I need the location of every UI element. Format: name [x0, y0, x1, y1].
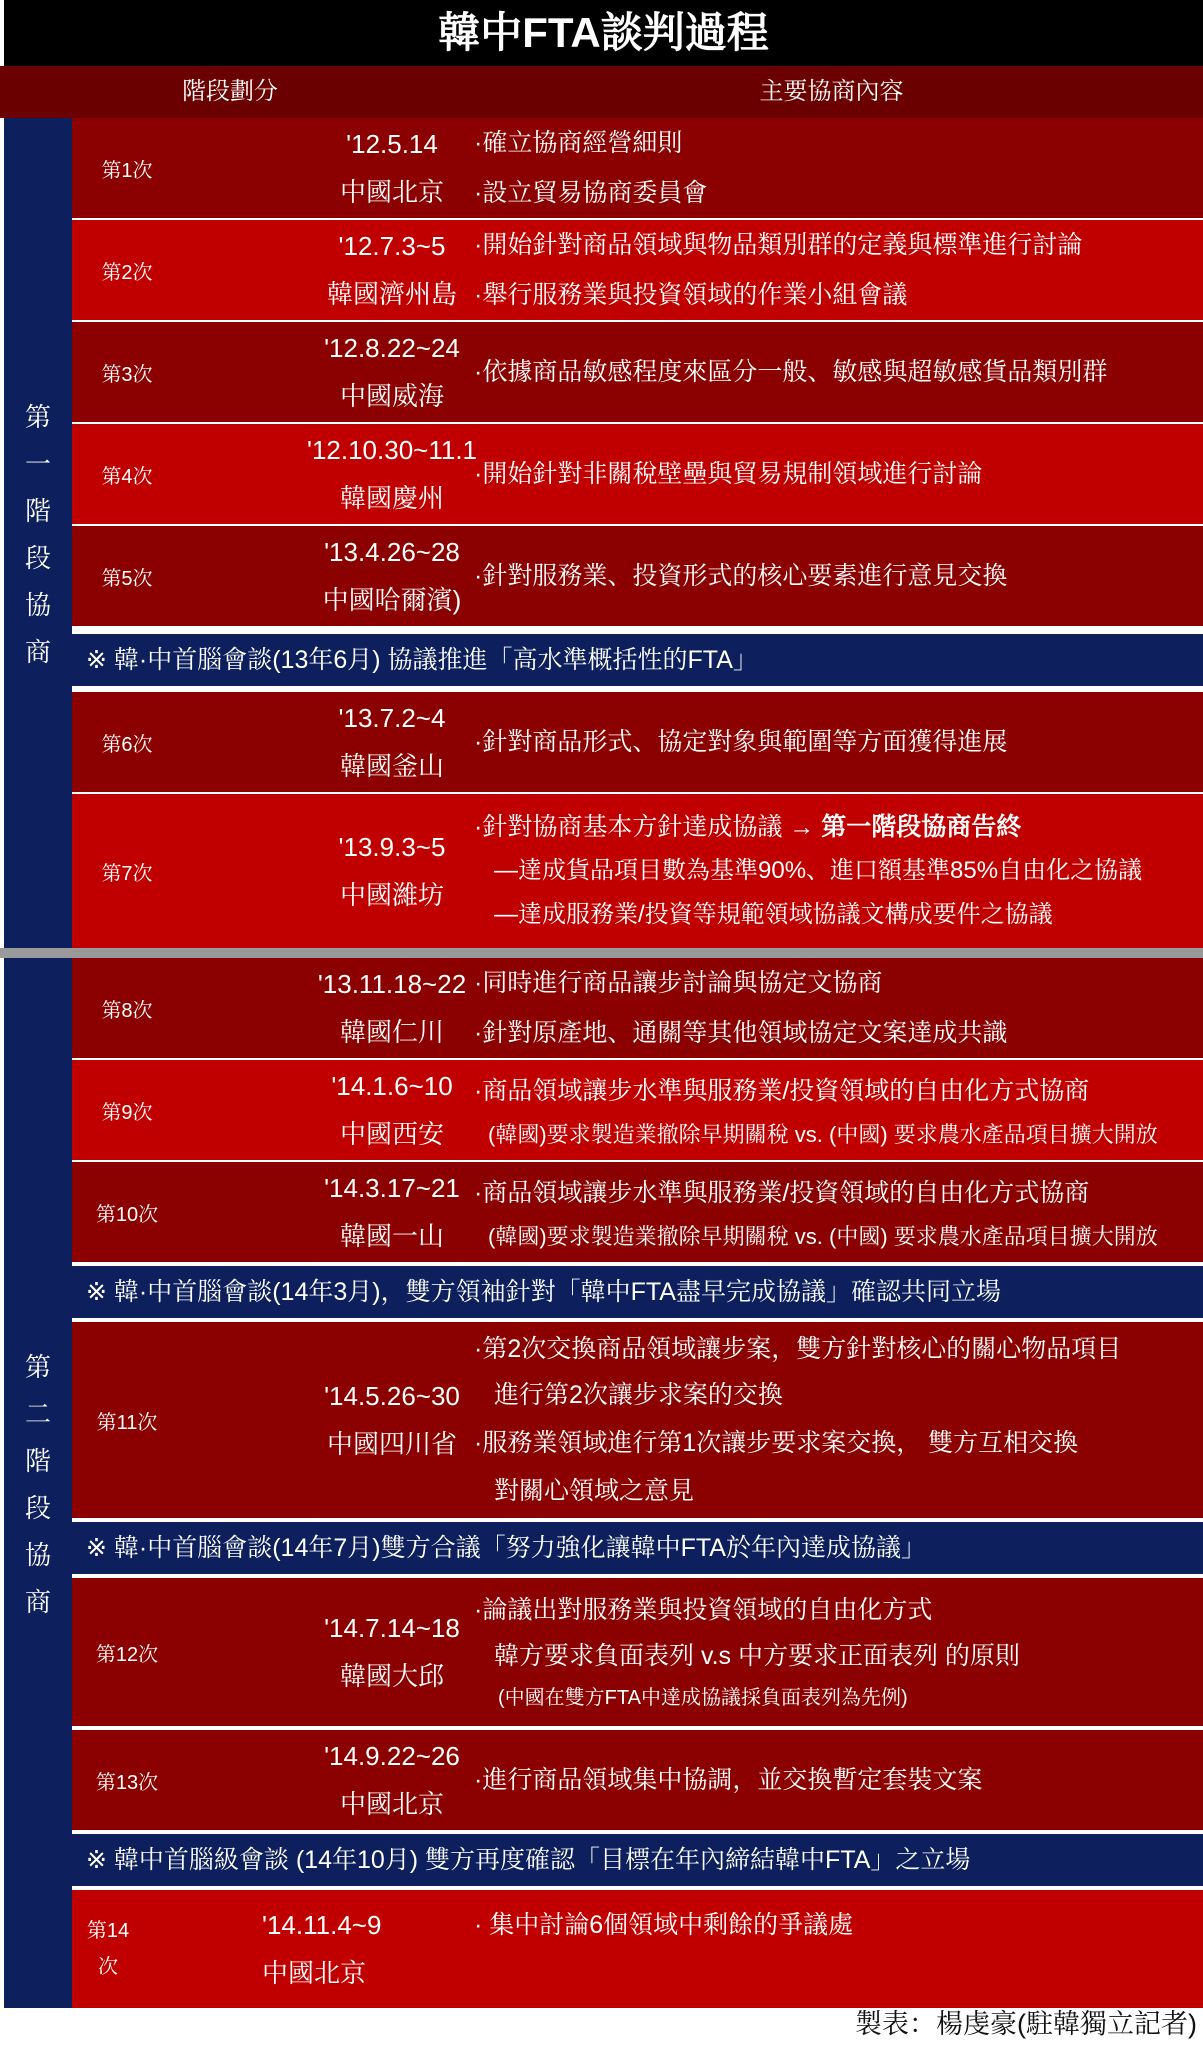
table-row: 第5次 '13.4.26~28 中國哈爾濱) ·針對服務業、投資形式的核心要素進行意見交換 [72, 526, 1203, 626]
header-content: 主要協商內容 [759, 78, 904, 105]
table-row: 第2次 '12.7.3~5 韓國濟州島 ·開始針對商品領域與物品類別群的定義與標準進行討論 ·舉行服務業與投資領域的作業小組會議 [72, 220, 1203, 320]
table-row: 第4次 '12.10.30~11.1 韓國慶州 ·開始針對非關稅壁壘與貿易規制領域進行討論 [72, 424, 1203, 524]
page-title: 韓中FTA談判過程 [4, 0, 1203, 66]
table-row: 第1次 '12.5.14 中國北京 ·確立協商經營細則 ·設立貿易協商委員會 [72, 118, 1203, 218]
summit-note: ※ 韓·中首腦會談(13年6月) 協議推進「高水準概括性的FTA」 [72, 634, 1203, 686]
table-row: 第12次 '14.7.14~18 韓國大邱 ·論議出對服務業與投資領域的自由化方式 韓方要求負面表列 v.s 中方要求正面表列 的原則 (中國在雙方FTA中達成協議採負面表列為先例) [72, 1578, 1203, 1726]
credit-text: 製表：楊虔豪(駐韓獨立記者) [855, 2009, 1197, 2039]
phase-2-label: 第 二 階 段 協 商 [4, 958, 72, 2008]
table-row: 第6次 '13.7.2~4 韓國釜山 ·針對商品形式、協定對象與範圍等方面獲得進展 [72, 692, 1203, 792]
summit-note: ※ 韓中首腦級會談 (14年10月) 雙方再度確認「目標在年內締結韓中FTA」之立場 [72, 1834, 1203, 1886]
phase-1-label: 第 一 階 段 協 商 [4, 118, 72, 948]
table-header [0, 66, 1203, 118]
table-row: 第3次 '12.8.22~24 中國威海 ·依據商品敏感程度來區分一般、敏感與超敏感貨品類別群 [72, 322, 1203, 422]
table-row: 第14次 '14.11.4~9 中國北京 · 集中討論6個領域中剩餘的爭議處 [72, 1890, 1203, 2008]
summit-note: ※ 韓·中首腦會談(14年7月)雙方合議「努力強化讓韓中FTA於年內達成協議」 [72, 1522, 1203, 1574]
header-phase: 階段劃分 [182, 78, 278, 105]
table-row: 第11次 '14.5.26~30 中國四川省 ·第2次交換商品領域讓步案，雙方針對核心的關心物品項目 進行第2次讓步求案的交換 ·服務業領域進行第1次讓步要求案交換， 雙方互相交換 對關心領域之意見 [72, 1322, 1203, 1518]
table-row: 第13次 '14.9.22~26 中國北京 ·進行商品領域集中協調，並交換暫定套裝文案 [72, 1730, 1203, 1830]
table-row: 第7次 '13.9.3~5 中國濰坊 ·針對協商基本方針達成協議 → 第一階段協商告終 —達成貨品項目數為基準90%、進口額基準85%自由化之協議 —達成服務業/投資等規範領域協議文構成要件之協議 [72, 794, 1203, 948]
summit-note: ※ 韓·中首腦會談(14年3月)，雙方領袖針對「韓中FTA盡早完成協議」確認共同立場 [72, 1266, 1203, 1318]
table-row: 第10次 '14.3.17~21 韓國一山 ·商品領域讓步水準與服務業/投資領域的自由化方式協商 (韓國)要求製造業撤除早期關稅 vs. (中國) 要求農水產品項目擴大開放 [72, 1162, 1203, 1262]
table-row: 第8次 '13.11.18~22 韓國仁川 ·同時進行商品讓步討論與協定文協商 ·針對原產地、通關等其他領域協定文案達成共識 [72, 958, 1203, 1058]
table-row: 第9次 '14.1.6~10 中國西安 ·商品領域讓步水準與服務業/投資領域的自由化方式協商 (韓國)要求製造業撤除早期關稅 vs. (中國) 要求農水產品項目擴大開放 [72, 1060, 1203, 1160]
phase-divider [0, 948, 1203, 958]
